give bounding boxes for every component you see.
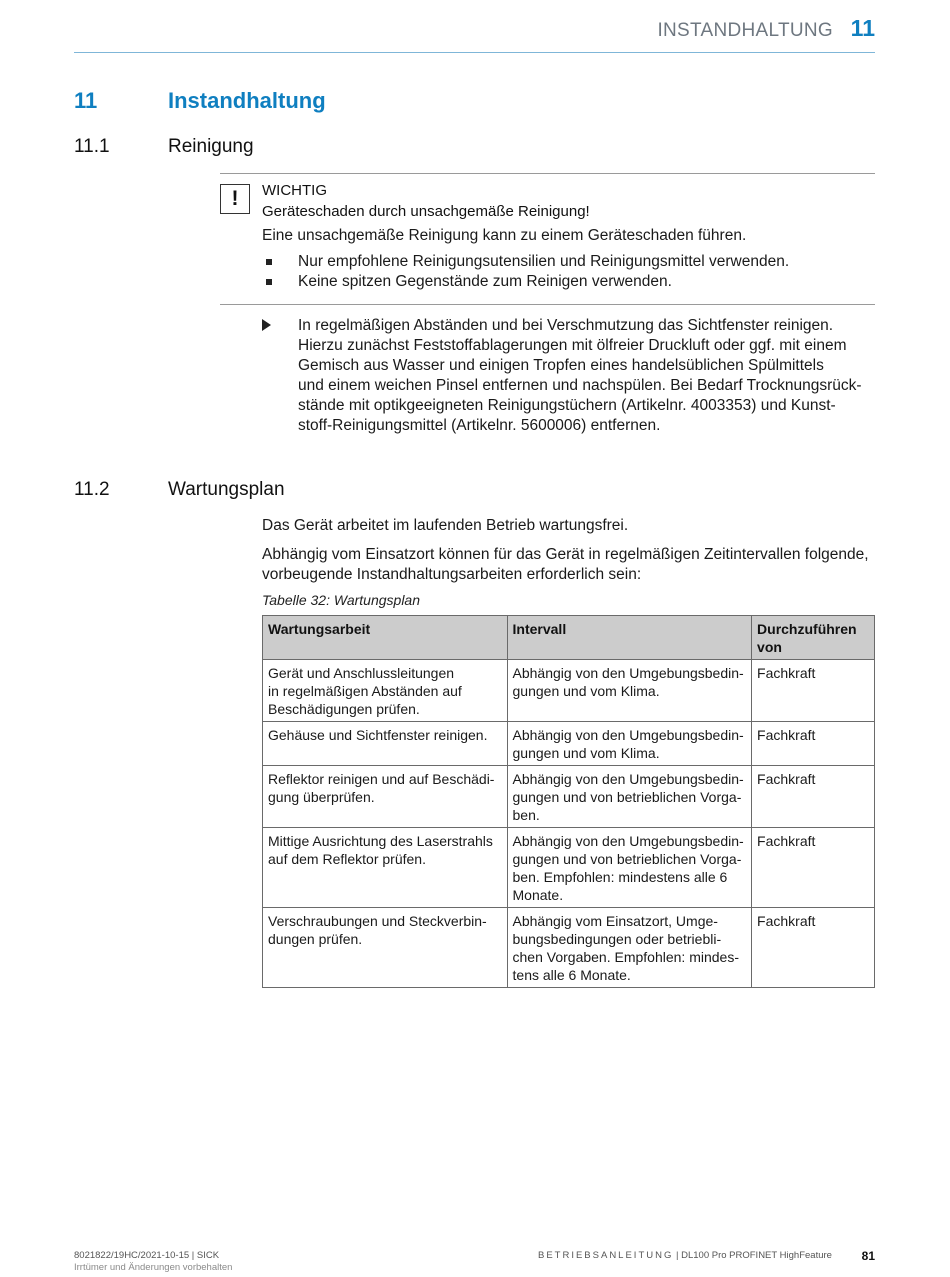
exclamation-icon: ! — [220, 184, 250, 214]
table-cell: Fachkraft — [752, 828, 875, 908]
section-number-reinigung: 11.1 — [74, 136, 110, 157]
section-title-reinigung: Reinigung — [168, 136, 254, 157]
paragraph-line: vorbeugende Instandhaltungsarbeiten erforderlich sein: — [262, 566, 642, 583]
section-number-wartungsplan: 11.2 — [74, 479, 110, 500]
table-cell: Fachkraft — [752, 766, 875, 828]
list-item-text: Keine spitzen Gegenstände zum Reinigen verwenden. — [298, 273, 672, 290]
step-line: Hierzu zunächst Feststoffablagerungen mit ölfreier Druckluft oder ggf. mit einem — [298, 337, 847, 354]
footer-left — [74, 1250, 232, 1274]
action-step — [262, 316, 875, 436]
table-cell: Abhängig von den Umgebungsbedin- gungen und von betrieblichen Vorga- ben. — [507, 766, 752, 828]
paragraph-line: Abhängig vom Einsatzort können für das Gerät in regelmäßigen Zeitintervallen folgende, — [262, 546, 869, 563]
step-line: stände mit optikgeeigneten Reinigungstüchern (Artikelnr. 4003353) und Kunst- — [298, 397, 836, 414]
footer-product: | DL100 Pro PROFINET HighFeature — [673, 1250, 832, 1261]
table-row — [263, 722, 875, 766]
table-cell: Abhängig von den Umgebungsbedin- gungen und vom Klima. — [507, 660, 752, 722]
table-cell: Gehäuse und Sichtfenster reinigen. — [263, 722, 508, 766]
chapter-title: Instandhaltung — [168, 88, 326, 113]
table-row — [263, 660, 875, 722]
step-line: Gemisch aus Wasser und einigen Tropfen eines handelsüblichen Spülmittels — [298, 357, 824, 374]
section-title-wartungsplan: Wartungsplan — [168, 479, 285, 500]
notice-title: Geräteschaden durch unsachgemäße Reinigung! — [262, 203, 590, 220]
header-wartungsarbeit: Wartungsarbeit — [263, 616, 508, 660]
chapter-number: 11 — [74, 88, 98, 113]
running-header-number: 11 — [850, 15, 875, 41]
page-number: 81 — [861, 1249, 875, 1263]
bullet-square-icon — [266, 259, 272, 265]
header-intervall: Intervall — [507, 616, 752, 660]
table-cell: Gerät und Anschlussleitungen in regelmäßigen Abständen auf Beschädigungen prüfen. — [263, 660, 508, 722]
footer-doc-id: 8021822/19HC/2021-10-15 | SICK — [74, 1250, 220, 1261]
step-line: und einem weichen Pinsel entfernen und nachspülen. Bei Bedarf Trocknungsrück- — [298, 377, 862, 394]
paragraph-maintenance-free: Das Gerät arbeitet im laufenden Betrieb wartungsfrei. — [262, 517, 629, 534]
table-cell: Fachkraft — [752, 908, 875, 988]
running-header — [74, 14, 875, 53]
list-item — [262, 252, 875, 272]
table-cell: Reflektor reinigen und auf Beschädi- gung überprüfen. — [263, 766, 508, 828]
step-line: In regelmäßigen Abständen und bei Verschmutzung das Sichtfenster reinigen. — [298, 317, 834, 334]
table-cell: Fachkraft — [752, 660, 875, 722]
table-row — [263, 908, 875, 988]
footer-center — [538, 1250, 832, 1261]
action-step-text — [262, 316, 875, 436]
table-cell: Fachkraft — [752, 722, 875, 766]
triangle-right-icon — [262, 319, 271, 331]
table-row — [263, 828, 875, 908]
table-caption: Tabelle 32: Wartungsplan — [262, 592, 420, 608]
header-durchzufuehren: Durchzuführen von — [752, 616, 875, 660]
notice-list — [262, 252, 875, 292]
important-notice — [220, 173, 875, 305]
notice-text: Eine unsachgemäße Reinigung kann zu einem Geräteschaden führen. — [262, 227, 747, 244]
maintenance-table — [262, 615, 875, 988]
table-cell: Verschraubungen und Steckverbin- dungen prüfen. — [263, 908, 508, 988]
footer-doc-type: BETRIEBSANLEITUNG — [538, 1250, 674, 1261]
table-header-row — [263, 616, 875, 660]
table-cell: Abhängig von den Umgebungsbedin- gungen und vom Klima. — [507, 722, 752, 766]
table-row — [263, 766, 875, 828]
footer-disclaimer: Irrtümer und Änderungen vorbehalten — [74, 1262, 233, 1273]
running-header-title: INSTANDHALTUNG — [657, 20, 833, 41]
bullet-square-icon — [266, 279, 272, 285]
list-item-text: Nur empfohlene Reinigungsutensilien und Reinigungsmittel verwenden. — [298, 253, 790, 270]
notice-label: WICHTIG — [262, 182, 327, 199]
table-cell: Mittige Ausrichtung des Laserstrahls auf dem Reflektor prüfen. — [263, 828, 508, 908]
table-cell: Abhängig von den Umgebungsbedin- gungen und von betrieblichen Vorga- ben. Empfohlen: mindestens alle 6 Monate. — [507, 828, 752, 908]
step-line: stoff-Reinigungsmittel (Artikelnr. 5600006) entfernen. — [298, 417, 661, 434]
list-item — [262, 272, 875, 292]
table-cell: Abhängig vom Einsatzort, Umge- bungsbedingungen oder betriebli- chen Vorgaben. Empfohlen: mindes- tens alle 6 Monate. — [507, 908, 752, 988]
paragraph-intervals — [262, 545, 875, 585]
